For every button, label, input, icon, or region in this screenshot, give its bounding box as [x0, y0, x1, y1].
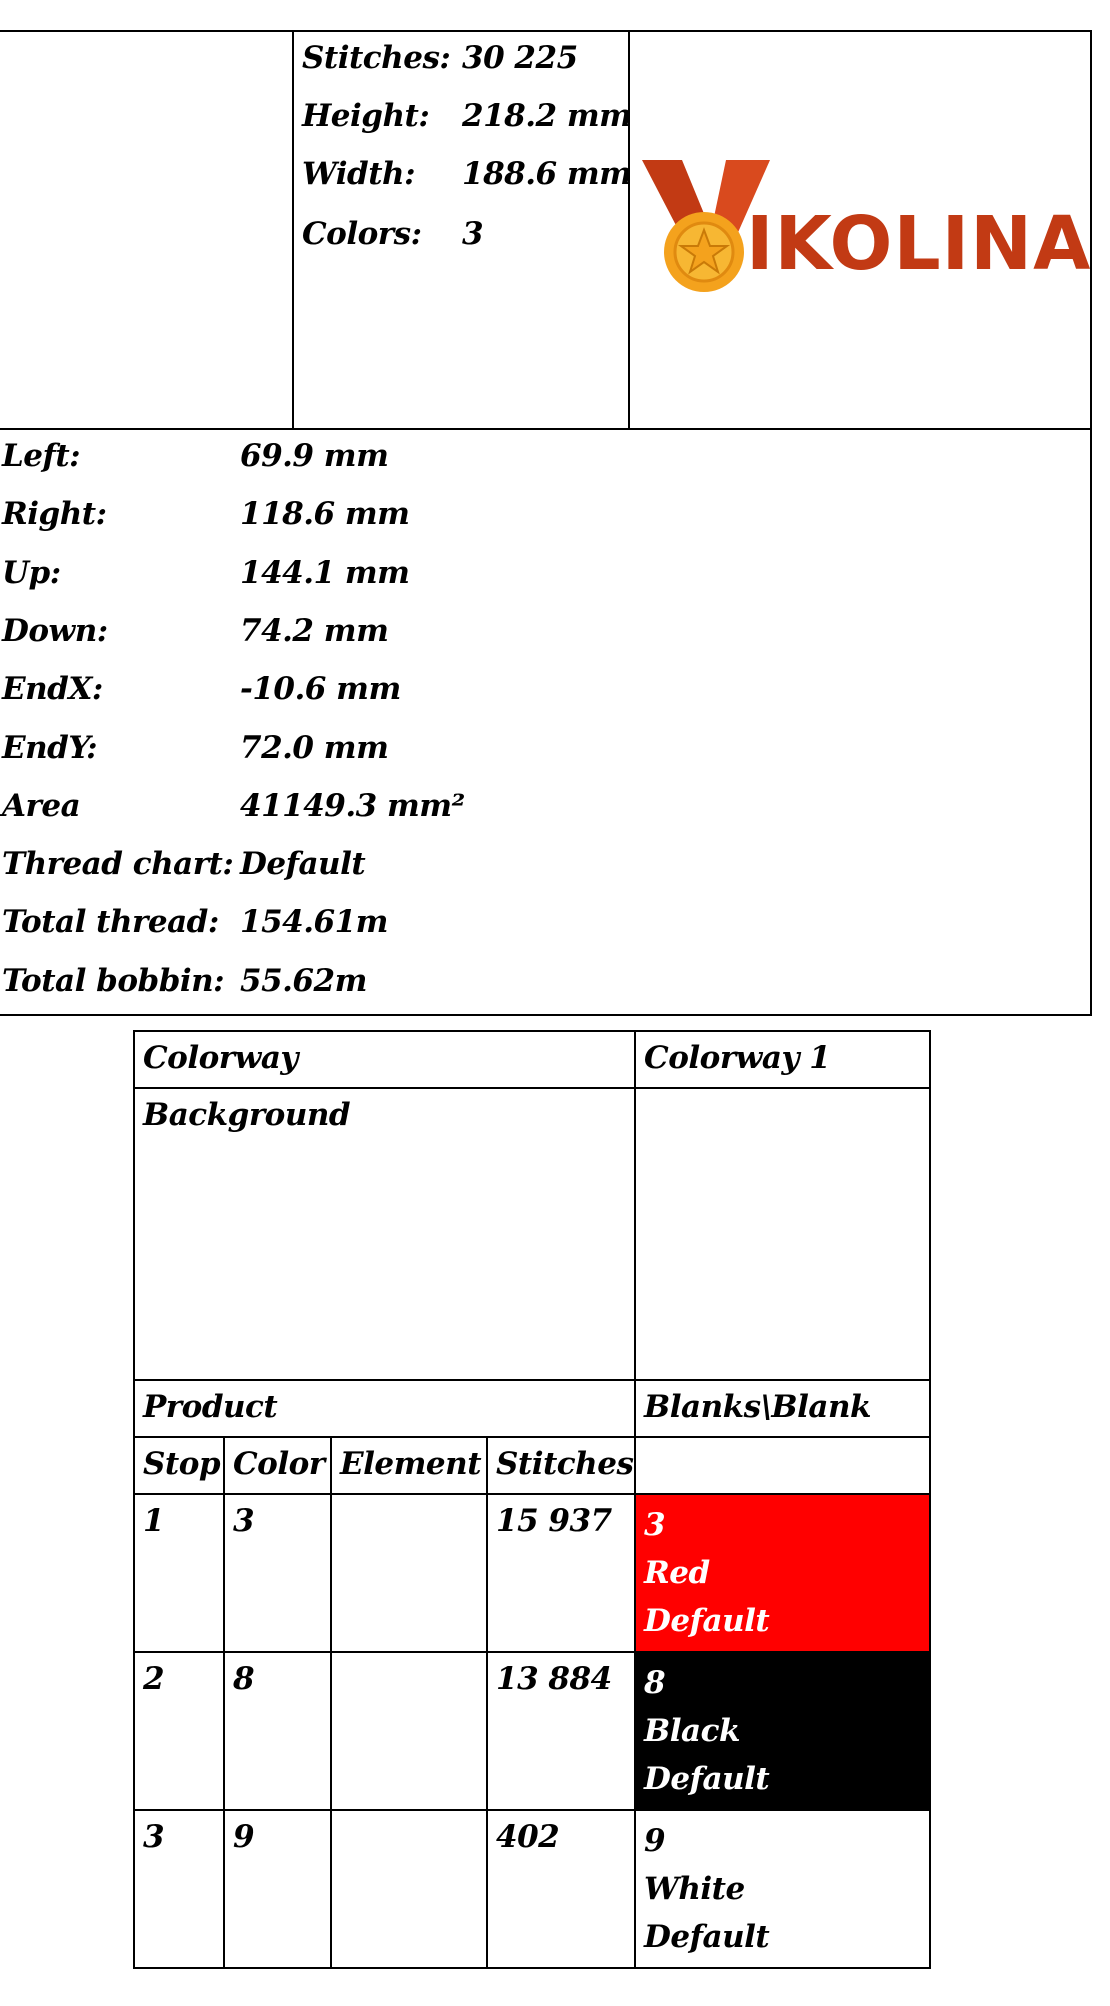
color-swatch [635, 1652, 930, 1810]
column-header-stop: Stop [134, 1437, 224, 1494]
column-header-stitches: Stitches [487, 1437, 635, 1494]
color-cell: 8 [224, 1652, 331, 1810]
element-cell [331, 1494, 487, 1652]
swatch-chart: Default [644, 1603, 770, 1639]
stitches-cell: 402 [487, 1810, 635, 1968]
logo-wordmark: IKOLINA [746, 201, 1092, 287]
element-cell [331, 1810, 487, 1968]
swatch-name: Red [644, 1555, 710, 1591]
detail-label: Up: [2, 555, 61, 591]
element-cell [331, 1652, 487, 1810]
color-cell: 9 [224, 1810, 331, 1968]
table-row [134, 1652, 930, 1810]
detail-value: 72.0 mm [240, 730, 389, 766]
detail-value: Default [240, 846, 366, 882]
colorway-label: Colorway [134, 1031, 635, 1088]
color-cell: 3 [224, 1494, 331, 1652]
swatch-name: White [644, 1871, 745, 1907]
height-label: Height: [302, 98, 430, 134]
width-label: Width: [302, 156, 416, 192]
background-value [635, 1088, 930, 1380]
swatch-name: Black [644, 1713, 740, 1749]
height-value: 218.2 mm [462, 98, 632, 134]
detail-label: Total bobbin: [2, 963, 225, 999]
stitches-cell: 15 937 [487, 1494, 635, 1652]
colorway-value: Colorway 1 [635, 1031, 930, 1088]
stitches-value: 30 225 [462, 40, 578, 76]
width-value: 188.6 mm [462, 156, 632, 192]
detail-value: 144.1 mm [240, 555, 410, 591]
section-divider-1 [0, 428, 1092, 430]
stop-cell: 3 [134, 1810, 224, 1968]
detail-label: Thread chart: [2, 846, 234, 882]
stitches-cell: 13 884 [487, 1652, 635, 1810]
colorway-table [133, 1030, 931, 1969]
product-value: Blanks\Blank [635, 1380, 930, 1437]
detail-value: 154.61m [240, 904, 388, 940]
detail-label: Area [2, 788, 81, 824]
colors-label: Colors: [302, 216, 422, 252]
column-header-swatch [635, 1437, 930, 1494]
detail-value: 118.6 mm [240, 496, 410, 532]
vikolina-logo [638, 150, 1092, 300]
stop-cell: 1 [134, 1494, 224, 1652]
colors-value: 3 [462, 216, 484, 252]
swatch-chart: Default [644, 1761, 770, 1797]
header-divider-2 [628, 30, 630, 429]
detail-label: Left: [2, 438, 81, 474]
detail-label: EndX: [2, 671, 103, 707]
product-label: Product [134, 1380, 635, 1437]
section-divider-2 [0, 1014, 1092, 1016]
detail-value: 69.9 mm [240, 438, 389, 474]
frame-right-border [1090, 30, 1092, 1016]
detail-value: 41149.3 mm² [240, 788, 465, 824]
color-swatch [635, 1494, 930, 1652]
detail-label: EndY: [2, 730, 98, 766]
table-row [134, 1810, 930, 1968]
swatch-chart: Default [644, 1919, 770, 1955]
frame-top-border [0, 30, 1092, 32]
swatch-code: 9 [644, 1823, 666, 1859]
stop-cell: 2 [134, 1652, 224, 1810]
header-divider-1 [292, 30, 294, 429]
detail-value: -10.6 mm [240, 671, 401, 707]
detail-label: Right: [2, 496, 107, 532]
background-label: Background [134, 1088, 635, 1380]
swatch-code: 3 [644, 1507, 666, 1543]
detail-value: 74.2 mm [240, 613, 389, 649]
table-row [134, 1494, 930, 1652]
swatch-code: 8 [644, 1665, 666, 1701]
stitches-label: Stitches: [302, 40, 451, 76]
detail-label: Down: [2, 613, 108, 649]
detail-value: 55.62m [240, 963, 367, 999]
column-header-color: Color [224, 1437, 331, 1494]
column-header-element: Element [331, 1437, 487, 1494]
color-swatch [635, 1810, 930, 1968]
detail-label: Total thread: [2, 904, 219, 940]
